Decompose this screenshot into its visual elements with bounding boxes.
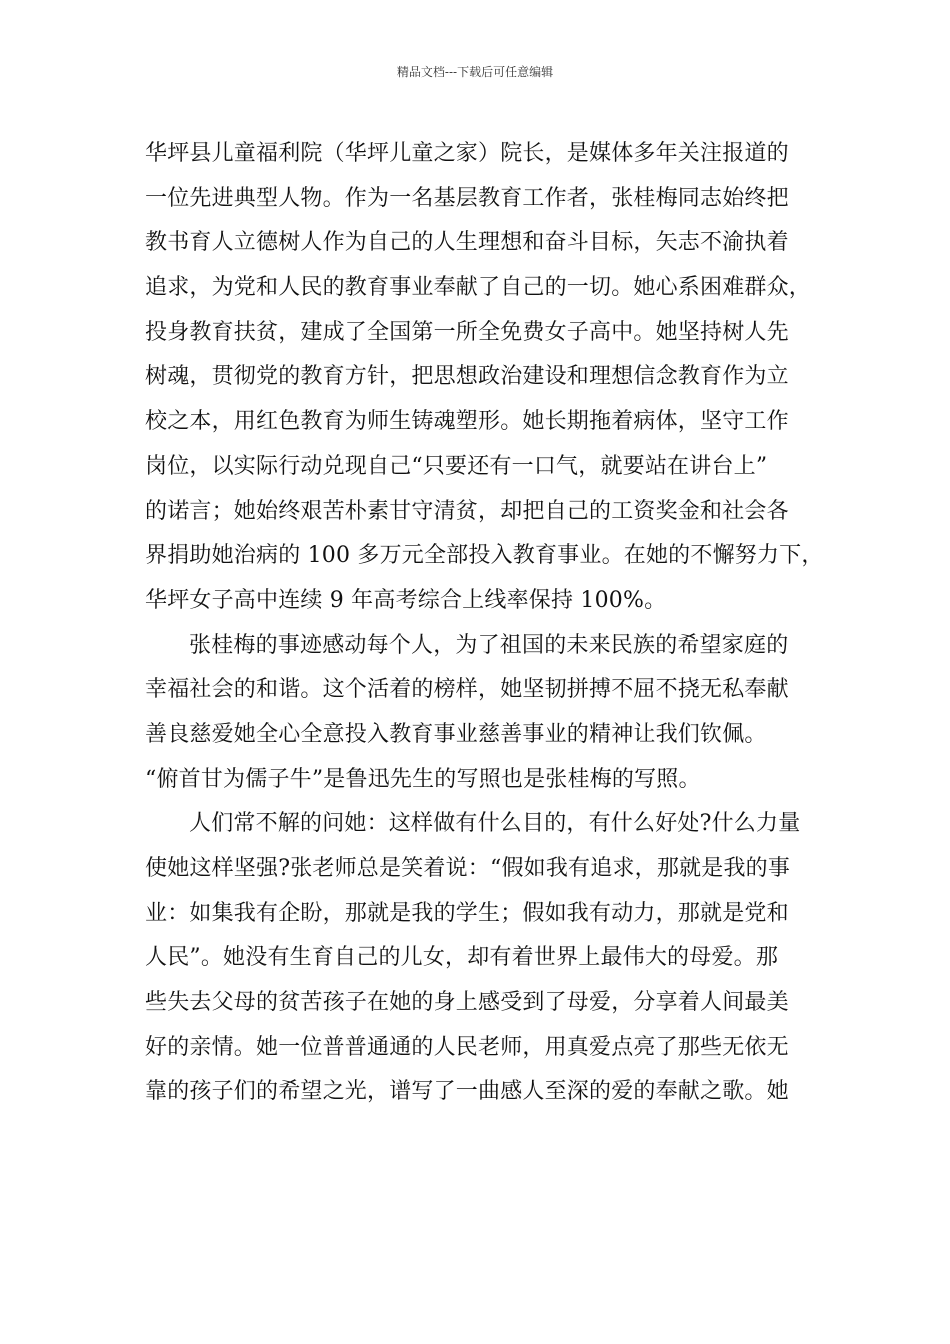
text-line: 岗位，以实际行动兑现自己“只要还有一口气，就要站在讲台上” (145, 453, 768, 479)
text-line: 靠的孩子们的希望之光，谱写了一曲感人至深的爱的奉献之歌。她 (145, 1079, 789, 1105)
text-line: 些失去父母的贫苦孩子在她的身上感受到了母爱，分享着人间最美 (145, 990, 789, 1016)
text-line: 华坪女子高中连续 9 年高考综合上线率保持 100%。 (145, 587, 667, 613)
text-line: 使她这样坚强?张老师总是笑着说：“假如我有追求，那就是我的事 (145, 856, 791, 881)
document-body (145, 132, 825, 1115)
text-line: 幸福社会的和谐。这个活着的榜样，她坚韧拼搏不屈不挠无私奉献 (145, 677, 789, 703)
text-line: 华坪县儿童福利院（华坪儿童之家）院长，是媒体多年关注报道的 (145, 141, 789, 166)
text-line: 树魂，贯彻党的教育方针，把思想政治建设和理想信念教育作为立 (145, 364, 789, 390)
text-line: 投身教育扶贫，建成了全国第一所全免费女子高中。她坚持树人先 (145, 319, 789, 345)
text-line: 业：如集我有企盼，那就是我的学生；假如我有动力，那就是党和 (145, 900, 789, 926)
text-line: 人民”。她没有生育自己的儿女，却有着世界上最伟大的母爱。那 (145, 945, 779, 971)
text-line: 校之本，用红色教育为师生铸魂塑形。她长期拖着病体，坚守工作 (145, 409, 789, 435)
text-line: 的诺言；她始终艰苦朴素甘守清贫，却把自己的工资奖金和社会各 (145, 498, 789, 524)
text-line: “俯首甘为儒子牛”是鲁迅先生的写照也是张桂梅的写照。 (145, 766, 701, 792)
text-line: 好的亲情。她一位普普通通的人民老师，用真爱点亮了那些无依无 (145, 1034, 789, 1060)
text-line: 界捐助她治病的 100 多万元全部投入教育事业。在她的不懈努力下， (145, 543, 824, 569)
text-line: 人们常不解的问她：这样做有什么目的，有什么好处?什么力量 (189, 811, 801, 837)
text-line: 追求，为党和人民的教育事业奉献了自己的一切。她心系困难群众， (145, 275, 812, 301)
text-line: 善良慈爱她全心全意投入教育事业慈善事业的精神让我们钦佩。 (145, 721, 767, 747)
text-line: 一位先进典型人物。作为一名基层教育工作者，张桂梅同志始终把 (145, 185, 789, 211)
text-line: 教书育人立德树人作为自己的人生理想和奋斗目标，矢志不渝执着 (145, 230, 789, 256)
text-line: 张桂梅的事迹感动每个人，为了祖国的未来民族的希望家庭的 (189, 632, 789, 658)
page-header: 精品文档---下载后可任意编辑 (396, 65, 554, 79)
